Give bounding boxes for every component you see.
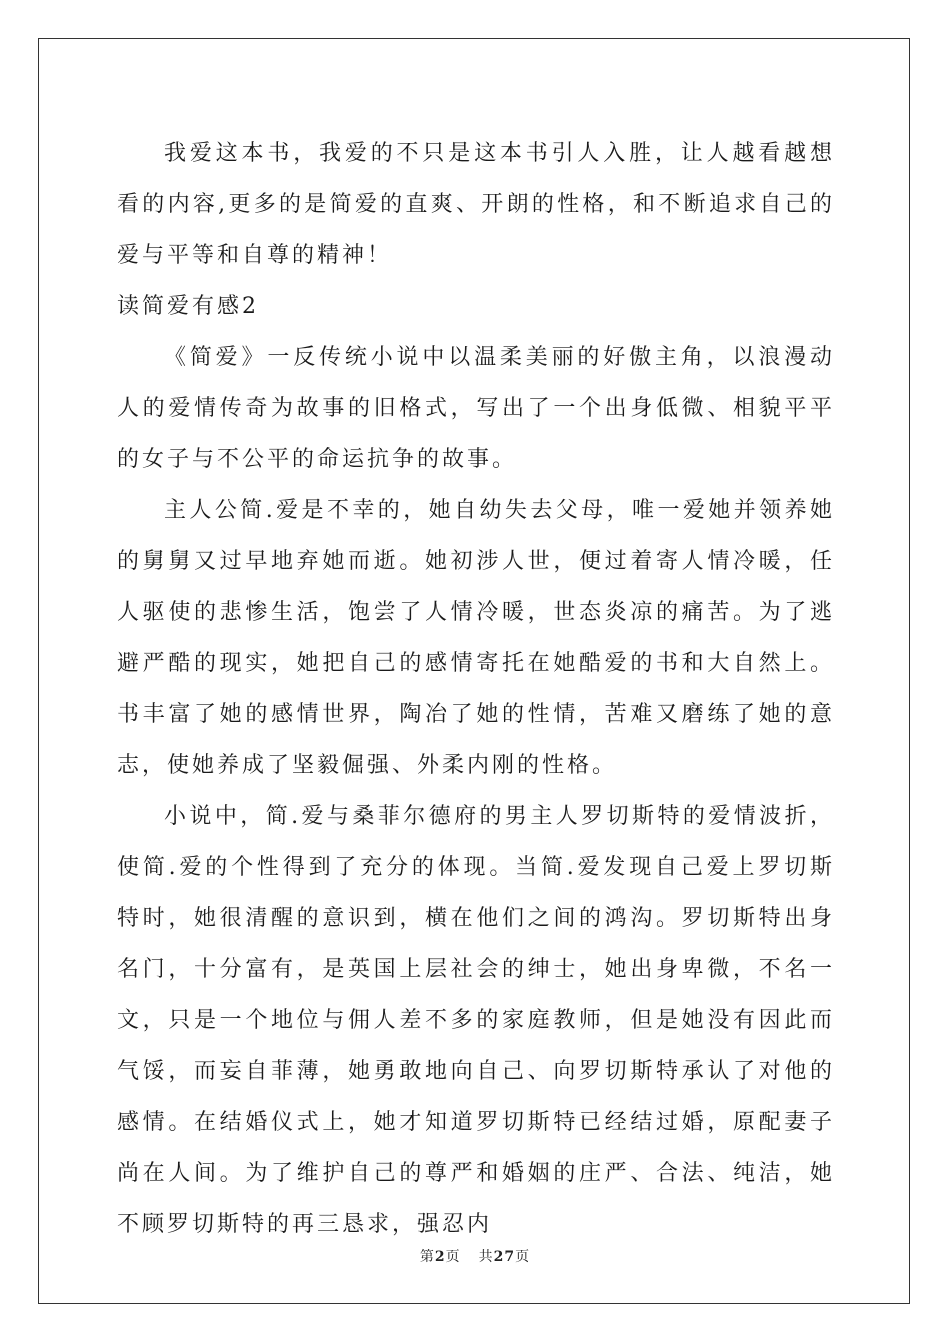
total-suffix: 页 [515, 1249, 531, 1265]
page-number: 2 [434, 1249, 446, 1265]
page-footer [0, 1246, 950, 1266]
page-suffix: 页 [445, 1249, 461, 1265]
total-pages: 27 [493, 1249, 516, 1265]
section-heading: 读简爱有感2 [117, 294, 259, 319]
paragraph-1: 我爱这本书，我爱的不只是这本书引人入胜，让人越看越想看的内容,更多的是简爱的直爽、开朗的性格，和不断追求自己的爱与平等和自尊的精神！ [117, 141, 835, 268]
document-body [117, 128, 835, 1250]
paragraph-2: 《简爱》一反传统小说中以温柔美丽的好傲主角，以浪漫动人的爱情传奇为故事的旧格式，写出了一个出身低微、相貌平平的女子与不公平的命运抗争的故事。 [117, 345, 835, 472]
paragraph-4: 小说中，简.爱与桑菲尔德府的男主人罗切斯特的爱情波折，使简.爱的个性得到了充分的体现。当简.爱发现自己爱上罗切斯特时，她很清醒的意识到，横在他们之间的鸿沟。罗切斯特出身名门，十分富有，是英国上层社会的绅士，她出身卑微，不名一文，只是一个地位与佣人差不多的家庭教师，但是她没有因此而气馁，而妄自菲薄，她勇敢地向自己、向罗切斯特承认了对他的感情。在结婚仪式上，她才知道罗切斯特已经结过婚，原配妻子尚在人间。为了维护自己的尊严和婚姻的庄严、合法、纯洁，她不顾罗切斯特的再三恳求，强忍内 [117, 804, 835, 1237]
paragraph-3: 主人公简.爱是不幸的，她自幼失去父母，唯一爱她并领养她的舅舅又过早地弃她而逝。她初涉人世，便过着寄人情冷暖，任人驱使的悲惨生活，饱尝了人情冷暖，世态炎凉的痛苦。为了逃避严酷的现实，她把自己的感情寄托在她酷爱的书和大自然上。书丰富了她的感情世界，陶冶了她的性情，苦难又磨练了她的意志，使她养成了坚毅倔强、外柔内刚的性格。 [117, 498, 835, 778]
total-prefix: 共 [478, 1249, 494, 1265]
page-prefix: 第 [419, 1249, 435, 1265]
